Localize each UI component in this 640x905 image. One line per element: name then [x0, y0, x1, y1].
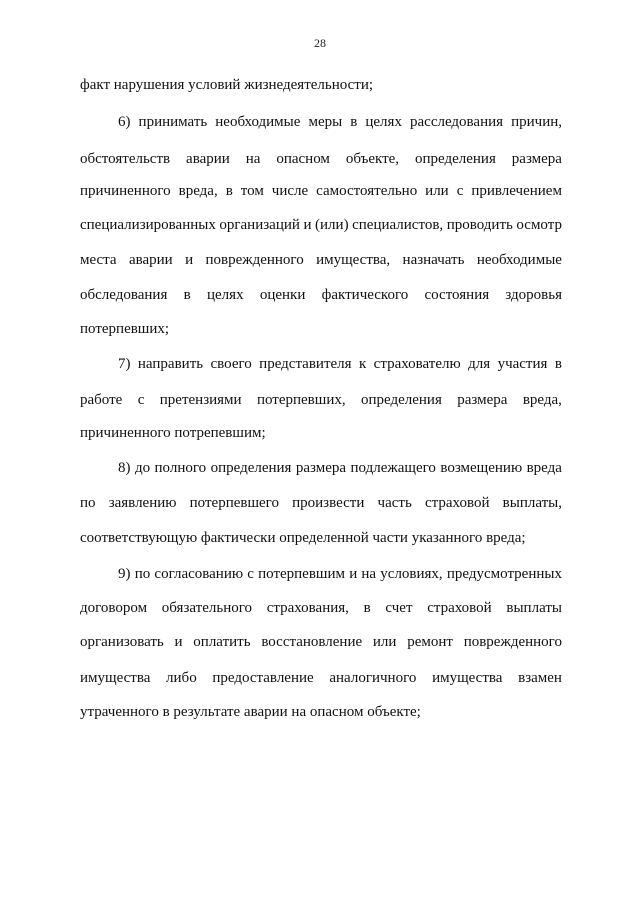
word: по [80, 495, 96, 511]
word: состояния [424, 287, 490, 303]
word: до [134, 460, 151, 476]
word: размера [457, 392, 508, 408]
word: или [425, 183, 449, 199]
word: взамен [518, 670, 562, 686]
word: организаций [219, 217, 300, 233]
word: для [468, 356, 491, 372]
word: необходимые [476, 252, 562, 268]
word: счет [385, 600, 413, 616]
word: места [80, 252, 117, 268]
word: аварии [128, 252, 173, 268]
word: страхования, [266, 600, 349, 616]
paragraph-8-line-1 [118, 459, 562, 477]
word: вреда, [178, 183, 218, 199]
word: размера [295, 460, 347, 476]
word: самостоятельно [316, 183, 418, 199]
word: том [240, 183, 264, 199]
word: представителя [259, 356, 352, 372]
word: расследования [410, 114, 504, 130]
word: причин, [511, 114, 562, 130]
word: выплаты [506, 600, 562, 616]
word: с [456, 183, 464, 199]
word: часть [377, 495, 412, 511]
paragraph-9-line-2 [80, 599, 562, 617]
word: или [372, 634, 397, 650]
word: поврежденного [463, 634, 562, 650]
word: потерпевших, [256, 392, 346, 408]
paragraph-9-line-5: утраченного в результате аварии на опасном объекте; [80, 704, 421, 720]
word: привлечением [471, 183, 562, 199]
word: оценки [259, 287, 306, 303]
word: целях [365, 114, 402, 130]
word: заявлению [108, 495, 177, 511]
word: определения [414, 151, 496, 167]
word: вреда, [522, 392, 562, 408]
word: по [134, 566, 151, 582]
word: к [358, 356, 367, 372]
paragraph-6-line-3 [80, 182, 562, 200]
word: аналогичного [329, 670, 417, 686]
word: страховой [427, 600, 492, 616]
word: работе [80, 392, 123, 408]
paragraph-6-line-5 [80, 251, 562, 269]
paragraph-6-line-2 [80, 150, 562, 168]
word: принимать [138, 114, 208, 130]
word: направить [137, 356, 204, 372]
word: оплатить [193, 634, 251, 650]
word: целях [207, 287, 244, 303]
word: ремонт [407, 634, 453, 650]
word: участия [497, 356, 548, 372]
word: необходимые [215, 114, 301, 130]
word: осмотр [516, 217, 562, 233]
word: организовать [80, 634, 164, 650]
word: размера [511, 151, 562, 167]
word: в [183, 287, 191, 303]
word: подлежащего [350, 460, 436, 476]
word: в [225, 183, 233, 199]
word: на [361, 566, 377, 582]
word: опасном [276, 151, 330, 167]
word: и [349, 566, 358, 582]
paragraph-6-line-1 [118, 113, 562, 131]
word: условиях, [380, 566, 443, 582]
word: проводить [446, 217, 513, 233]
paragraph-9-line-4 [80, 669, 562, 687]
word: в [363, 600, 371, 616]
paragraph-7-line-3: причиненного потрепевшим; [80, 425, 266, 441]
word: 6) [118, 114, 131, 130]
word: определения [360, 392, 442, 408]
word: либо [166, 670, 197, 686]
word: восстановление [261, 634, 363, 650]
word: с [247, 566, 254, 582]
word: полного [154, 460, 207, 476]
word: объекте, [345, 151, 400, 167]
word: предоставление [212, 670, 314, 686]
word: договором [80, 600, 148, 616]
word: причиненного [80, 183, 171, 199]
word: определения [210, 460, 292, 476]
text-line-continuation: факт нарушения условий жизнедеятельности; [80, 77, 374, 93]
word: меры [308, 114, 343, 130]
paragraph-6-line-7: потерпевших; [80, 321, 170, 337]
word: и [303, 217, 312, 233]
word: предусмотренных [446, 566, 562, 582]
word: фактического [321, 287, 409, 303]
word: выплаты, [502, 495, 562, 511]
word: имущества [432, 670, 503, 686]
word: обстоятельств [80, 151, 171, 167]
word: вреда [526, 460, 562, 476]
word: потерпевшим [258, 566, 345, 582]
word: специализированных [80, 217, 216, 233]
word: с [137, 392, 145, 408]
paragraph-9-line-1 [118, 565, 562, 583]
paragraph-8-line-3: соответствующую фактически определенной части указанного вреда; [80, 530, 526, 546]
paragraph-6-line-6 [80, 286, 562, 304]
word: потерпевшего [189, 495, 279, 511]
word: в [350, 114, 358, 130]
word: страхователю [373, 356, 461, 372]
word: на [245, 151, 261, 167]
word: назначать [402, 252, 465, 268]
word: специалистов, [352, 217, 444, 233]
paragraph-7-line-1 [118, 355, 562, 373]
word: возмещению [440, 460, 523, 476]
word: имущества, [316, 252, 391, 268]
word: поврежденного [205, 252, 304, 268]
word: 7) [118, 356, 131, 372]
word: 9) [118, 566, 131, 582]
word: своего [210, 356, 252, 372]
word: и [174, 634, 183, 650]
word: аварии [186, 151, 230, 167]
word: имущества [80, 670, 151, 686]
word: (или) [315, 217, 349, 233]
paragraph-7-line-2 [80, 391, 562, 409]
word: претензиями [159, 392, 242, 408]
word: обязательного [161, 600, 252, 616]
word: страховой [424, 495, 490, 511]
word: согласованию [154, 566, 244, 582]
word: здоровья [505, 287, 562, 303]
word: обследования [80, 287, 168, 303]
word: и [185, 252, 194, 268]
paragraph-8-line-2 [80, 494, 562, 512]
paragraph-6-line-4 [80, 216, 562, 234]
word: произвести [292, 495, 365, 511]
word: числе [271, 183, 309, 199]
word: 8) [118, 460, 131, 476]
paragraph-9-line-3 [80, 633, 562, 651]
word: в [554, 356, 562, 372]
page-number: 28 [314, 36, 326, 50]
